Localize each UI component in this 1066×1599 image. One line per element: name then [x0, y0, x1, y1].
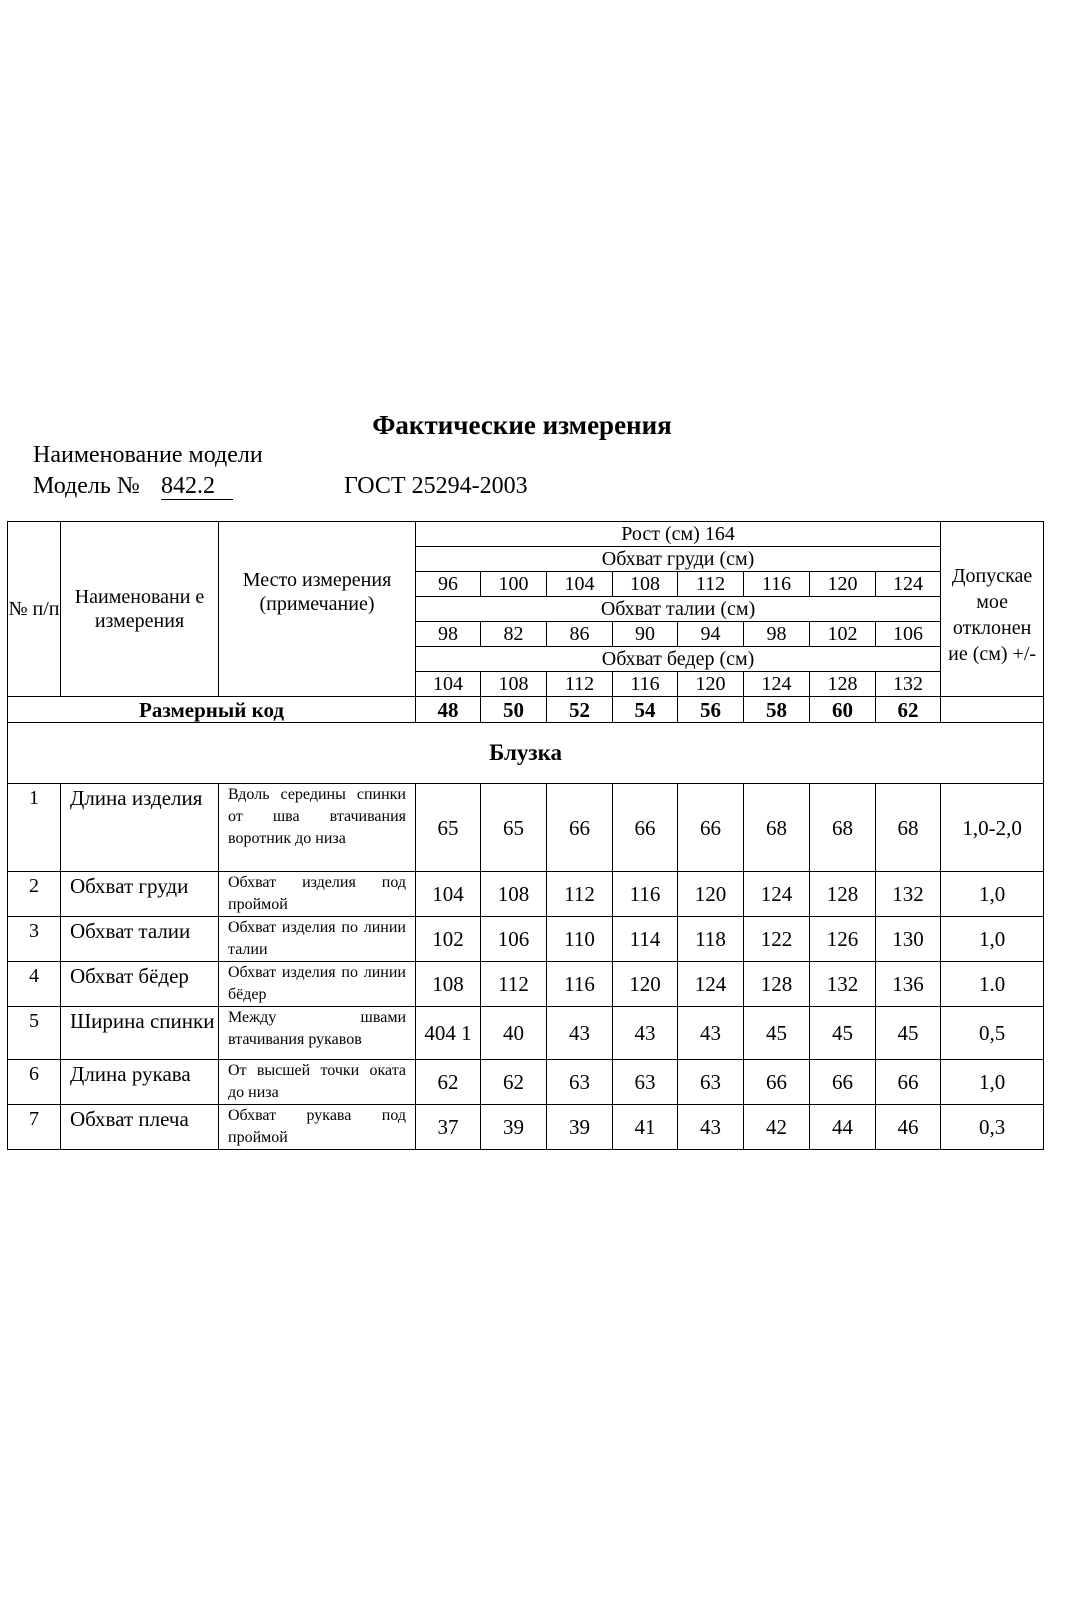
row-value: 65: [481, 784, 547, 872]
row-value: 108: [481, 872, 547, 917]
row-name: Обхват плеча: [61, 1105, 219, 1150]
chest-value: 120: [810, 572, 876, 597]
row-value: 118: [678, 917, 744, 962]
size-code: 60: [810, 697, 876, 723]
row-value: 66: [613, 784, 678, 872]
row-value: 43: [613, 1007, 678, 1060]
row-number: 1: [8, 784, 61, 872]
chest-value: 112: [678, 572, 744, 597]
hips-value: 132: [876, 672, 941, 697]
row-value: 63: [678, 1060, 744, 1105]
row-value: 116: [547, 962, 613, 1007]
row-value: 45: [876, 1007, 941, 1060]
row-name: Длина рукава: [61, 1060, 219, 1105]
row-value: 110: [547, 917, 613, 962]
row-name: Обхват груди: [61, 872, 219, 917]
row-value: 65: [416, 784, 481, 872]
hips-value: 104: [416, 672, 481, 697]
size-code-label: Размерный код: [8, 697, 416, 723]
row-value: 62: [481, 1060, 547, 1105]
gost-standard: ГОСТ 25294-2003: [344, 473, 528, 499]
header-waist: Обхват талии (см): [416, 597, 941, 622]
row-note: От высшей точки оката до низа: [219, 1060, 416, 1105]
row-value: 66: [810, 1060, 876, 1105]
header-name: Наименовани е измерения: [61, 522, 219, 697]
row-value: 106: [481, 917, 547, 962]
row-value: 124: [678, 962, 744, 1007]
row-name: Обхват талии: [61, 917, 219, 962]
row-value: 122: [744, 917, 810, 962]
header-place: Место измерения (примечание): [219, 522, 416, 697]
waist-value: 102: [810, 622, 876, 647]
row-value: 124: [744, 872, 810, 917]
row-tolerance: 0,5: [941, 1007, 1044, 1060]
hips-value: 108: [481, 672, 547, 697]
row-value: 120: [613, 962, 678, 1007]
model-number: 842.2: [161, 473, 233, 500]
measurements-table: [7, 521, 1044, 1150]
row-value: 63: [547, 1060, 613, 1105]
row-tolerance: 0,3: [941, 1105, 1044, 1150]
header-height: Рост (см) 164: [416, 522, 941, 547]
table-row: [8, 1007, 1044, 1060]
row-value: 132: [876, 872, 941, 917]
chest-value: 124: [876, 572, 941, 597]
row-value: 66: [744, 1060, 810, 1105]
chest-value: 100: [481, 572, 547, 597]
waist-value: 98: [744, 622, 810, 647]
section-title: Блузка: [8, 723, 1044, 784]
row-value: 41: [613, 1105, 678, 1150]
hips-value: 128: [810, 672, 876, 697]
size-code: 50: [481, 697, 547, 723]
row-value: 126: [810, 917, 876, 962]
row-value: 45: [744, 1007, 810, 1060]
row-value: 128: [744, 962, 810, 1007]
row-value: 43: [678, 1007, 744, 1060]
row-value: 112: [547, 872, 613, 917]
table-row: [8, 917, 1044, 962]
row-tolerance: 1,0: [941, 872, 1044, 917]
row-number: 3: [8, 917, 61, 962]
row-value: 136: [876, 962, 941, 1007]
row-tolerance: 1,0: [941, 917, 1044, 962]
row-value: 102: [416, 917, 481, 962]
row-value: 62: [416, 1060, 481, 1105]
hips-value: 112: [547, 672, 613, 697]
chest-value: 116: [744, 572, 810, 597]
row-value: 116: [613, 872, 678, 917]
row-name: Длина изделия: [61, 784, 219, 872]
table-row: [8, 784, 1044, 872]
row-value: 39: [547, 1105, 613, 1150]
row-note: Обхват изделия по линии талии: [219, 917, 416, 962]
row-tolerance: 1,0-2,0: [941, 784, 1044, 872]
row-note: Обхват изделия под проймой: [219, 872, 416, 917]
row-note: Обхват изделия по линии бёдер: [219, 962, 416, 1007]
table-row: [8, 1105, 1044, 1150]
header-tolerance: Допускае мое отклонен ие (см) +/-: [941, 522, 1044, 697]
row-number: 2: [8, 872, 61, 917]
table-row: [8, 1060, 1044, 1105]
row-value: 114: [613, 917, 678, 962]
size-code: 56: [678, 697, 744, 723]
row-value: 37: [416, 1105, 481, 1150]
row-number: 6: [8, 1060, 61, 1105]
row-note: Вдоль середины спинки от шва втачивания воротник до низа: [219, 784, 416, 872]
row-value: 68: [810, 784, 876, 872]
model-name-label: Наименование модели: [33, 442, 263, 468]
size-code: 52: [547, 697, 613, 723]
row-value: 39: [481, 1105, 547, 1150]
row-value: 63: [613, 1060, 678, 1105]
waist-value: 90: [613, 622, 678, 647]
waist-value: 106: [876, 622, 941, 647]
row-name: Ширина спинки: [61, 1007, 219, 1060]
header-chest: Обхват груди (см): [416, 547, 941, 572]
row-value: 68: [744, 784, 810, 872]
header-hips: Обхват бедер (см): [416, 647, 941, 672]
row-value: 40: [481, 1007, 547, 1060]
waist-value: 86: [547, 622, 613, 647]
waist-value: 94: [678, 622, 744, 647]
row-value: 45: [810, 1007, 876, 1060]
row-value: 46: [876, 1105, 941, 1150]
table-row: [8, 962, 1044, 1007]
chest-value: 96: [416, 572, 481, 597]
size-code: 58: [744, 697, 810, 723]
page-title: Фактические измерения: [372, 410, 672, 440]
row-value: 66: [678, 784, 744, 872]
row-value: 132: [810, 962, 876, 1007]
row-value: 43: [547, 1007, 613, 1060]
table-row: [8, 872, 1044, 917]
size-code: 62: [876, 697, 941, 723]
row-note: Обхват рукава под проймой: [219, 1105, 416, 1150]
row-value: 128: [810, 872, 876, 917]
row-value: 112: [481, 962, 547, 1007]
waist-value: 98: [416, 622, 481, 647]
size-code-tolerance-empty: [941, 697, 1044, 723]
hips-value: 124: [744, 672, 810, 697]
row-value: 68: [876, 784, 941, 872]
row-value: 120: [678, 872, 744, 917]
row-value: 44: [810, 1105, 876, 1150]
row-number: 5: [8, 1007, 61, 1060]
row-number: 4: [8, 962, 61, 1007]
row-value: 66: [547, 784, 613, 872]
row-value: 42: [744, 1105, 810, 1150]
header-num: № п/п: [8, 522, 61, 697]
row-name: Обхват бёдер: [61, 962, 219, 1007]
hips-value: 120: [678, 672, 744, 697]
row-value: 104: [416, 872, 481, 917]
row-value: 66: [876, 1060, 941, 1105]
waist-value: 82: [481, 622, 547, 647]
chest-value: 104: [547, 572, 613, 597]
size-code: 48: [416, 697, 481, 723]
row-value: 43: [678, 1105, 744, 1150]
chest-value: 108: [613, 572, 678, 597]
row-note: Между швами втачивания рукавов: [219, 1007, 416, 1060]
row-value: 108: [416, 962, 481, 1007]
size-code: 54: [613, 697, 678, 723]
row-value: 130: [876, 917, 941, 962]
row-number: 7: [8, 1105, 61, 1150]
row-tolerance: 1,0: [941, 1060, 1044, 1105]
model-label: Модель №: [33, 473, 140, 499]
hips-value: 116: [613, 672, 678, 697]
row-value: 404 1: [416, 1007, 481, 1060]
row-tolerance: 1.0: [941, 962, 1044, 1007]
